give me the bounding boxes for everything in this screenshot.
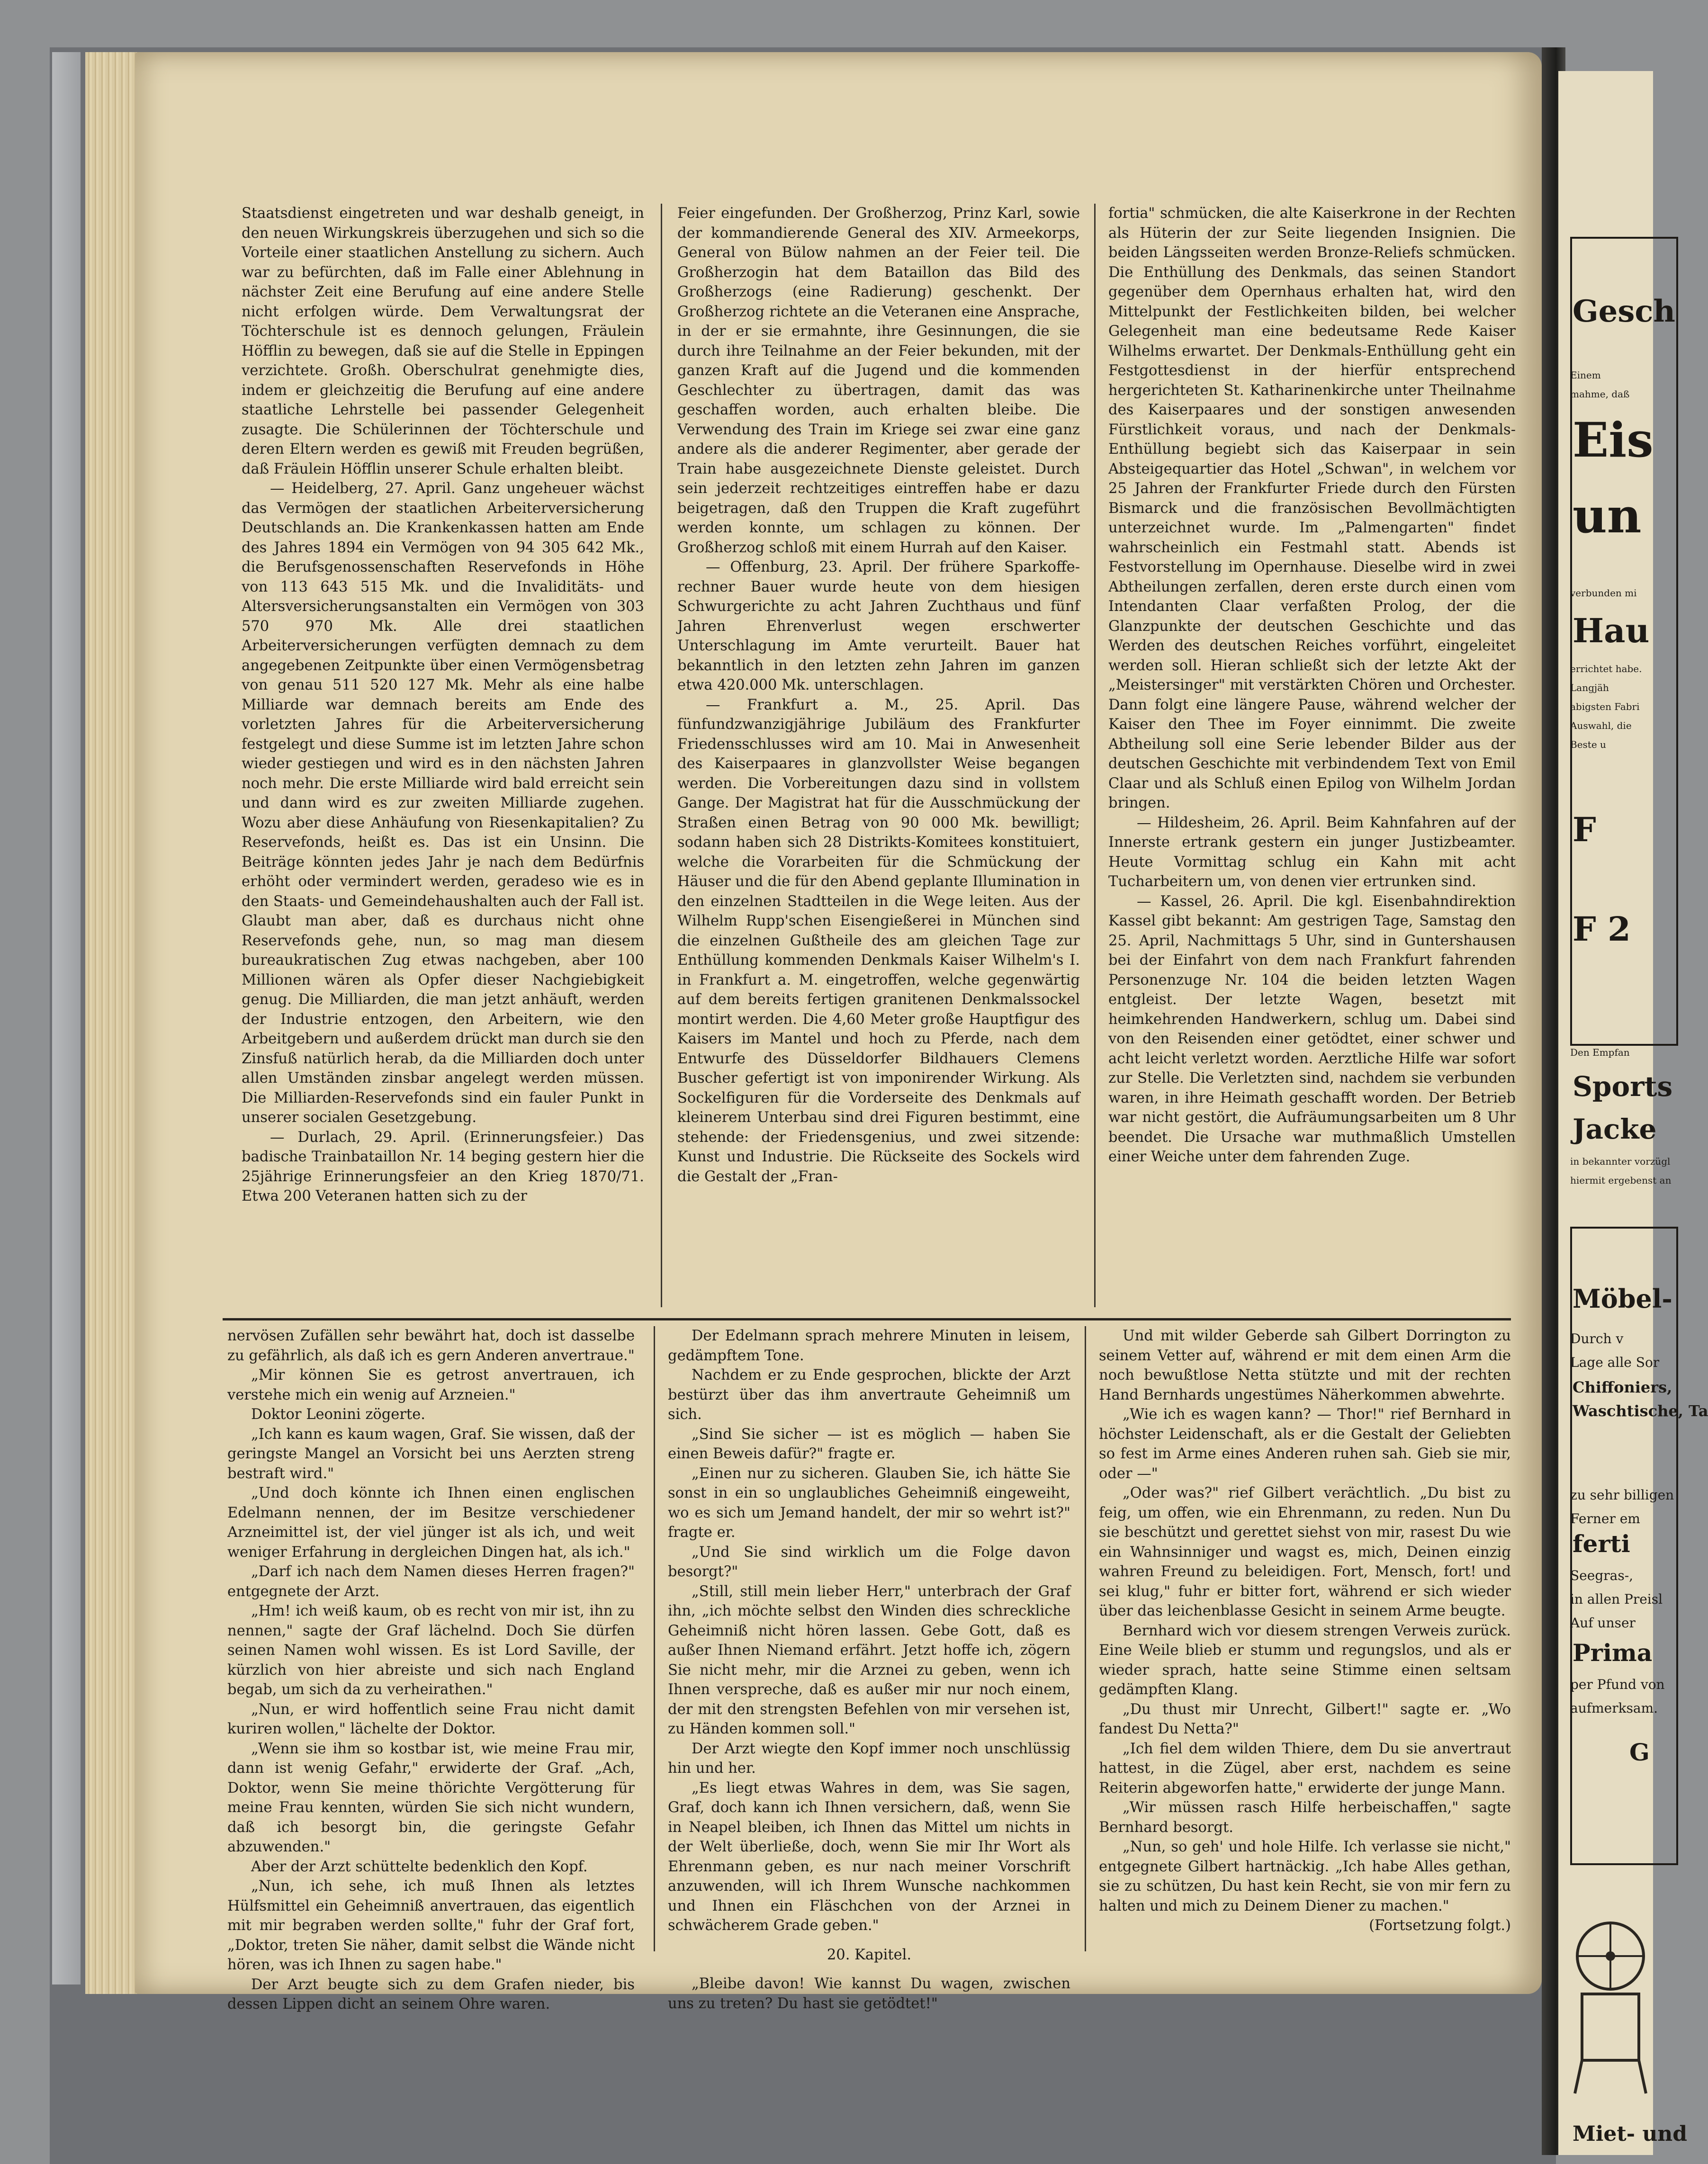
- novel-paragraph: „Ich fiel dem wilden Thiere, dem Du sie anvertraut hattest, in die Zügel, aber erst, nachdem es seine Reiterin abgeworfen hatte," erwiderte der junge Mann.: [1099, 1740, 1511, 1796]
- ad-text: Seegras-,: [1570, 1568, 1634, 1583]
- novel-paragraph: „Und Sie sind wirklich um die Folge davon besorgt?": [668, 1544, 1070, 1580]
- ad-text: F: [1573, 810, 1596, 849]
- top-column-3: [1108, 204, 1516, 1167]
- ad-text: Lage alle Sor: [1570, 1355, 1660, 1370]
- article-text: Feier eingefunden. Der Großherzog, Prinz Karl, sowie der kommandierende General des XIV. Armeekorps, General von Bülow nahmen an der Feier teil. Die Großherzogin hat dem Bataillon das Bild des Großherzogs (eine Radierung) geschenkt. Der Großherzog richtete an die Veteranen eine Ansprache, in der er sie ermahnte, ihre Gesinnungen, die sie durch ihre Teilnahme an der Feier bekunden, mit der ganzen Kraft auf die Jugend und die kommenden Geschlechter zu übertragen, damit das was geschaffen worden, auch erhalten bleibe. Die Verwendung des Train im Kriege sei zwar eine ganz andere als die anderer Regimenter, aber gerade der Train habe ausgezeichnete Dienste geleistet. Durch sein jederzeit rechtzeitiges eintreffen habe er dazu beigetragen, daß den Truppen die Kraft zugeführt werden konnte, um schlagen zu können. Der Großherzog schloß mit einem Hurrah auf den Kaiser.: [677, 205, 1080, 556]
- machine-illustration: [1573, 1899, 1653, 2098]
- novel-paragraph: Aber der Arzt schüttelte bedenklich den Kopf.: [251, 1858, 588, 1875]
- column-rule: [661, 204, 662, 1307]
- ad-text: Hau: [1573, 611, 1650, 650]
- top-column-1: [242, 204, 644, 1206]
- ad-text: Prima: [1573, 1639, 1653, 1667]
- ad-text: hiermit ergebenst an: [1570, 1175, 1672, 1186]
- ad-text: Miet- und: [1573, 2122, 1688, 2146]
- novel-paragraph: Der Edelmann sprach mehrere Minuten in leisem, gedämpftem Tone.: [668, 1328, 1070, 1364]
- continued-note: (Fortsetzung folgt.): [1369, 1917, 1511, 1934]
- next-page-ads: [1558, 71, 1708, 2155]
- novel-paragraph: „Darf ich nach dem Namen dieses Herren fragen?" entgegnete der Arzt.: [227, 1563, 635, 1600]
- ad-text: ferti: [1573, 1530, 1630, 1558]
- ad-text: Auf unser: [1570, 1615, 1636, 1631]
- novel-paragraph: „Hm! ich weiß kaum, ob es recht von mir ist, ihn zu nennen," sagte der Graf lächelnd. Doch Sie dürfen seinen Namen wohl wissen. Es ist Lord Saville, der kürzlich von hier abreiste und sich nach England begab, um sich da zu verheirathen.": [227, 1603, 635, 1698]
- ad-text: Einem: [1570, 369, 1601, 381]
- ad-text: un: [1573, 488, 1642, 544]
- novel-paragraph: „Wir müssen rasch Hilfe herbeischaffen," sagte Bernhard besorgt.: [1099, 1799, 1511, 1836]
- ad-text: Langjäh: [1570, 682, 1609, 693]
- ad-text: Beste u: [1570, 739, 1606, 750]
- novel-paragraph: „Nun, so geh' und hole Hilfe. Ich verlasse sie nicht," entgegnete Gilbert hartnäckig. „Ich habe Alles gethan, sie zu schützen, Du hast kein Recht, sie von mir fern zu halten und mich zu Deinem Diener zu machen.": [1099, 1839, 1511, 1914]
- article-offenburg: — Offenburg, 23. April. Der frühere Sparkoffe-rechner Bauer wurde heute von dem hiesigen Schwurgerichte zu acht Jahren Zuchthaus und fünf Jahren Ehrenverlust wegen erschwerter Unterschlagung im Amte verurteilt. Bauer hat bekanntlich in den letzten zehn Jahren im ganzen etwa 420.000 Mk. unterschlagen.: [677, 559, 1080, 693]
- article-durlach: — Durlach, 29. April. (Erinnerungsfeier.) Das badische Trainbataillon Nr. 14 beging gestern hier die 25jährige Erinnerungsfeier an den Krieg 1870/71. Etwa 200 Veteranen hatten sich zu der: [242, 1129, 644, 1204]
- novel-paragraph: „Oder was?" rief Gilbert verächtlich. „Du bist zu feig, um offen, wie ein Ehrenmann, zu reden. Nun Du sie beschützt und gerettet siehst von mir, rasest Du wie ein Wahnsinniger und wagst es, mich, Deinen einzig wahren Freund zu beleidigen. Fort, Mensch, fort! und sei klug," fuhr er bitter fort, während er sich wieder über das leichenblasse Gesicht in seinem Arme beugte.: [1099, 1485, 1511, 1619]
- ad-text: mahme, daß: [1570, 388, 1630, 400]
- novel-paragraph: „Es liegt etwas Wahres in dem, was Sie sagen, Graf, doch kann ich Ihnen versichern, daß, wenn Sie in Neapel bleiben, ich Ihnen das Mittel um nichts in der Welt überließe, doch, wenn Sie mir Ihr Wort als Ehrenmann geben, es nur nach meiner Vorschrift anzuwenden, will ich Ihrem Wunsche nachkommen und Ihnen ein Fläschchen von der Arznei in schwächerem Grade geben.": [668, 1779, 1070, 1934]
- novel-paragraph: „Nun, ich sehe, ich muß Ihnen als letztes Hülfsmittel ein Geheimniß anvertrauen, das eigentlich mit mir begraben werden sollte," fuhr der Graf fort, „Doktor, treten Sie näher, damit selbst die Wände nicht hören, was ich Ihnen zu sagen habe.": [227, 1878, 635, 1973]
- bottom-column-3: [1099, 1326, 1511, 1936]
- novel-paragraph: „Still, still mein lieber Herr," unterbrach der Graf ihn, „ich möchte selbst den Winden dies schreckliche Geheimniß nicht hören lassen. Gebe Gott, daß es außer Ihnen Niemand erfährt. Jetzt hoffe ich, zögern Sie nicht mehr, mir die Arznei zu geben, wenn ich Ihnen verspreche, daß es außer mir nur noch einem, der mit den strengsten Befehlen von mir versehen ist, zu Händen kommen soll.": [668, 1583, 1070, 1737]
- novel-paragraph: „Ich kann es kaum wagen, Graf. Sie wissen, daß der geringste Mangel an Vorsicht bei uns Aerzten streng bestraft wird.": [227, 1426, 635, 1482]
- ad-text: Den Empfan: [1570, 1047, 1630, 1058]
- article-text: Staatsdienst eingetreten und war deshalb geneigt, in den neuen Wirkungskreis überzugehen und sich so die Vorteile einer staatlichen Anstellung zu sichern. Auch war zu befürchten, daß im Falle einer Ablehnung in nächster Zeit eine Berufung auf eine andere Stelle nicht erfolgen würde. Dem Verwaltungsrat der Töchterschule ist es dennoch gelungen, Fräulein Höfflin zu bewegen, daß sie auf die Stelle in Eppingen verzichtete. Großh. Oberschulrat genehmigte dies, indem er gleichzeitig die Berufung auf eine andere staatliche Lehrstelle bei passender Gelegenheit zusagte. Die Schülerinnen der Töchterschule und deren Eltern werden es gewiß mit Freuden begrüßen, daß Fräulein Höfflin unserer Schule erhalten bleibt.: [242, 205, 644, 477]
- ad-text: G: [1629, 1738, 1650, 1766]
- novel-paragraph: „Sind Sie sicher — ist es möglich — haben Sie einen Beweis dafür?" fragte er.: [668, 1426, 1070, 1462]
- bottom-column-1: [227, 1326, 635, 2014]
- novel-paragraph: „Einen nur zu sicheren. Glauben Sie, ich hätte Sie sonst in ein so unglaubliches Geheimniß eingeweiht, wo es sich um Jemand handelt, der mir so wehrt ist?" fragte er.: [668, 1465, 1070, 1541]
- top-column-2: [677, 204, 1080, 1186]
- section-divider: [223, 1318, 1511, 1320]
- binder-edge: [52, 52, 81, 1984]
- novel-paragraph: Nachdem er zu Ende gesprochen, blickte der Arzt bestürzt über das ihm anvertraute Geheimniß um sich.: [668, 1367, 1070, 1423]
- ad-text: Möbel-: [1573, 1284, 1672, 1314]
- article-text: fortia" schmücken, die alte Kaiserkrone in der Rechten als Hüterin der zur Seite liegenden Insignien. Die beiden Längsseiten werden Bronze-Reliefs schmücken. Die Enthüllung des Denkmals, das seinen Standort gegenüber dem Opernhaus erhalten hat, wird den Mittelpunkt der Festlichkeiten bilden, bei welcher Gelegenheit man eine bedeutsame Rede Kaiser Wilhelms erwartet. Der Denkmals-Enthüllung geht ein Festgottesdienst in der hierfür entsprechend hergerichteten St. Katharinenkirche unter Theilnahme des Kaiserpaares und der sonstigen anwesenden Fürstlichkeit voraus, und nach der Denkmals-Enthüllung begiebt sich das Kaiserpaar in sein Absteigequartier das Hotel „Schwan", in welchem vor 25 Jahren der Frankfurter Friede durch den Fürsten Bismarck und die französischen Bevollmächtigten unterzeichnet wurde. Im „Palmengarten" findet wahrscheinlich ein Festmahl statt. Abends ist Festvorstellung im Opernhause. Dieselbe wird in zwei Abtheilungen zerfallen, deren erste durch einen vom Intendanten Claar verfaßten Prolog, der die Glanzpunkte der deutschen Geschichte und das Werden des deutschen Reiches vorführt, eingeleitet werden soll. Hieran schließt sich der letzte Akt der „Meistersinger" mit verstärkten Chören und Orchester. Dann folgt eine längere Pause, während welcher der Kaiser den Thee im Foyer einnimmt. Die zweite Abtheilung soll eine Serie lebender Bilder aus der deutschen Geschichte mit verbindendem Text von Emil Claar und als Schluß einen Epilog von Wilhelm Jordan bringen.: [1108, 205, 1516, 811]
- novel-paragraph: „Nun, er wird hoffentlich seine Frau nicht damit kuriren wollen," lächelte der Doktor.: [227, 1701, 635, 1737]
- ad-text: Waschtische, Ta: [1573, 1402, 1708, 1420]
- novel-paragraph: Und mit wilder Geberde sah Gilbert Dorrington zu seinem Vetter auf, während er mit dem einen Arm die noch bewußtlose Netta stützte und mit der rechten Hand Bernhards ungestümes Näherkommen abwehrte.: [1099, 1328, 1511, 1403]
- ad-text: zu sehr billigen: [1570, 1487, 1674, 1503]
- article-kassel: — Kassel, 26. April. Die kgl. Eisenbahndirektion Kassel gibt bekannt: Am gestrigen Tage, Samstag den 25. April, Nachmittags 5 Uhr, sind in Guntershausen bei der Einfahrt von dem nach Frankfurt fahrenden Personenzuge Nr. 104 die beiden letzten Wagen entgleist. Der letzte Wagen, besetzt mit heimkehrenden Handwerkern, schlug um. Dabei sind von den Reisenden einer getödtet, einer schwer und acht leicht verletzt worden. Aerztliche Hilfe war sofort zur Stelle. Die Verletzten sind, nachdem sie verbunden waren, in ihre Heimath geschafft worden. Der Betrieb war nicht gestört, die Aufräumungsarbeiten um 8 Uhr beendet. Die Ursache war muthmaßlich Umstellen einer Weiche unter dem fahrenden Zuge.: [1108, 893, 1516, 1165]
- ad-text: aufmerksam.: [1570, 1700, 1658, 1716]
- novel-paragraph: nervösen Zufällen sehr bewährt hat, doch ist dasselbe zu gefährlich, als daß ich es gern Anderen anvertraue.": [227, 1328, 635, 1364]
- ad-text: Chiffoniers,: [1573, 1378, 1672, 1396]
- article-heidelberg: — Heidelberg, 27. April. Ganz ungeheuer wächst das Vermögen der staatlichen Arbeiterversicherung Deutschlands an. Die Krankenkassen hatten am Ende des Jahres 1894 ein Vermögen von 94 305 642 Mk., die Berufsgenossenschaften Reservefonds in Höhe von 113 643 515 Mk. und die Invaliditäts- und Altersversicherungsanstalten ein Vermögen von 303 570 970 Mk. Alle drei staatlichen Arbeiterversicherungen verfügten demnach zu dem angegebenen Zeitpunkte über einen Vermögensbetrag von genau 511 520 127 Mk. Mehr als eine halbe Milliarde war demnach bereits am Ende des vorletzten Jahres für die Arbeiterversicherung festgelegt und diese Summe ist im letzten Jahre schon wieder gestiegen und wird es in den nächsten Jahren noch mehr. Die erste Milliarde wird bald erreicht sein und dann wird es zur zweiten Milliarde zugehen. Wozu aber diese Anhäufung von Riesenkapitalien? Zu Reservefonds, heißt es. Das ist ein Unsinn. Die Beiträge könnten jedes Jahr je nach dem Bedürfnis erhöht oder vermindert werden, geradeso wie es in den Staats- und Gemeindehaushalten auch der Fall ist. Glaubt man aber, daß es durchaus nicht ohne Reservefonds gehe, nun, so mag man diesem bureaukratischen Zug etwas nachgeben, aber 100 Millionen wären als Opfer dieser Nachgiebigkeit genug. Die Milliarden, die man jetzt anhäuft, werden der Industrie entzogen, den Arbeitern, wie den Arbeitgebern und außerdem drückt man durch sie den Zinsfuß natürlich herab, da die Milliarden doch unter allen Umständen zinsbar angelegt werden müssen. Die Milliarden-Reservefonds sind ein fauler Punkt in unserer socialen Gesetzgebung.: [242, 480, 644, 1126]
- ad-text: Sports: [1573, 1070, 1673, 1103]
- column-rule: [1085, 1326, 1086, 1951]
- ad-text: abigsten Fabri: [1570, 701, 1640, 712]
- ad-text: Durch v: [1570, 1331, 1624, 1347]
- novel-paragraph: Der Arzt wiegte den Kopf immer noch unschlüssig hin und her.: [668, 1740, 1070, 1777]
- novel-paragraph: „Wenn sie ihm so kostbar ist, wie meine Frau mir, dann ist wenig Gefahr," erwiderte der Graf. „Ach, Doktor, wenn Sie meine thörichte Vergötterung für meine Frau kennten, würden Sie sich nicht wundern, daß ich besorgt bin, die geringste Gefahr abzuwenden.": [227, 1740, 635, 1855]
- column-rule: [654, 1326, 655, 1951]
- ad-text: in allen Preisl: [1570, 1591, 1663, 1607]
- ad-text: errichtet habe.: [1570, 663, 1642, 674]
- ad-text: per Pfund von: [1570, 1677, 1665, 1692]
- ad-text: Jacke: [1573, 1113, 1657, 1145]
- ad-text: in bekannter vorzügl: [1570, 1156, 1671, 1167]
- bottom-column-2: [668, 1326, 1070, 2013]
- ad-text: F 2: [1573, 909, 1631, 949]
- article-frankfurt: — Frankfurt a. M., 25. April. Das fünfundzwanzigjährige Jubiläum des Frankfurter Friedensschlusses wird am 10. Mai in Anwesenheit des Kaiserpaares in glanzvollster Weise begangen werden. Die Vorbereitungen dazu sind in vollstem Gange. Der Magistrat hat für die Ausschmückung der Straßen einen Betrag von 90 000 Mk. bewilligt; sodann haben sich 28 Distrikts-Komitees konstituiert, welche die Vorarbeiten für die Schmückung der Häuser und die für den Abend geplante Illumination in den einzelnen Stadtteilen in die Wege leiten. Aus der Wilhelm Rupp'schen Eisengießerei in München sind die einzelnen Gußtheile des am gleichen Tage zur Enthüllung kommenden Denkmals Kaiser Wilhelm's I. in Frankfurt a. M. eingetroffen, welche gegenwärtig auf dem bereits fertigen granitenen Denkmalssockel montirt werden. Die 4,60 Meter große Hauptfigur des Kaisers im Mantel und hoch zu Pferde, nach dem Entwurfe des Düsseldorfer Bildhauers Clemens Buscher gefertigt ist von imponirender Wirkung. Als Sockelfiguren für die Vorderseite des Denkmals auf kleinerem Unterbau sind drei Figuren bestimmt, eine stehende: der Friedensgenius, und zwei sitzende: Kunst und Industrie. Die Rückseite des Sockels wird die Gestalt der „Fran-: [677, 696, 1080, 1185]
- article-hildesheim: — Hildesheim, 26. April. Beim Kahnfahren auf der Innerste ertrank gestern ein junger Justizbeamter. Heute Vormittag schlug ein Kahn mit acht Tucharbeitern um, von denen vier ertrunken sind.: [1108, 814, 1516, 890]
- novel-paragraph: „Du thust mir Unrecht, Gilbert!" sagte er. „Wo fandest Du Netta?": [1099, 1701, 1511, 1737]
- ad-text: Eis: [1573, 412, 1654, 468]
- ad-text: verbunden mi: [1570, 587, 1637, 599]
- column-rule: [1094, 204, 1096, 1307]
- novel-paragraph: Der Arzt beugte sich zu dem Grafen nieder, bis dessen Lippen dicht an seinem Ohre waren.: [227, 1976, 635, 2012]
- novel-paragraph: „Mir können Sie es getrost anvertrauen, ich verstehe mich ein wenig auf Arzneien.": [227, 1367, 635, 1403]
- novel-paragraph: „Bleibe davon! Wie kannst Du wagen, zwischen uns zu treten? Du hast sie getödtet!": [668, 1975, 1070, 2012]
- ad-text: Gesch: [1573, 294, 1675, 329]
- novel-paragraph: „Wie ich es wagen kann? — Thor!" rief Bernhard in höchster Leidenschaft, als er die Gestalt der Geliebten so fest im Arme eines Anderen ruhen sah. Gieb sie mir, oder —": [1099, 1406, 1511, 1482]
- ad-text: Ferner em: [1570, 1511, 1640, 1526]
- ad-text: Auswahl, die: [1570, 720, 1632, 731]
- chapter-heading: 20. Kapitel.: [827, 1946, 912, 1963]
- novel-paragraph: „Und doch könnte ich Ihnen einen englischen Edelmann nennen, der im Besitze verschiedener Arzneimittel ist, der viel jünger ist als ich, und weit weniger Erfahrung in dergleichen Dingen hat, als ich.": [227, 1485, 635, 1561]
- novel-paragraph: Doktor Leonini zögerte.: [251, 1406, 425, 1423]
- novel-paragraph: Bernhard wich vor diesem strengen Verweis zurück. Eine Weile blieb er stumm und regungslos, und als er wieder sprach, hatte seine Stimme einen seltsam gedämpften Klang.: [1099, 1622, 1511, 1698]
